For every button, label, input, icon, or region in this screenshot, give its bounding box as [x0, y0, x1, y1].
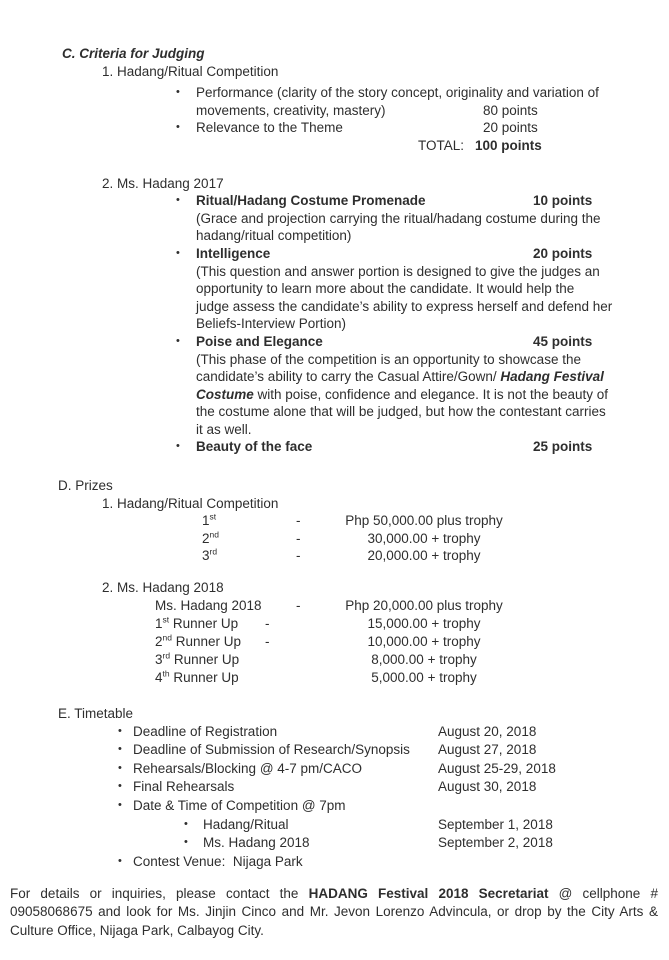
- prize-amount: 20,000.00 + trophy: [367, 548, 481, 564]
- section-criteria: [0, 45, 669, 456]
- rank-ordinal: st: [209, 511, 217, 522]
- criterion-beauty: [0, 438, 669, 456]
- bullet-icon: •: [118, 743, 122, 756]
- poise-desc-line2-text: candidate’s ability to carry the Casual Attire/Gown/: [196, 369, 501, 385]
- bullet-icon: •: [176, 440, 180, 453]
- prize-label: [155, 669, 239, 687]
- label-text: 1: [155, 615, 163, 631]
- separator-dash: -: [265, 615, 270, 631]
- timetable-date: August 20, 2018: [438, 723, 537, 739]
- separator-dash: -: [265, 633, 270, 649]
- section-e-heading: E. Timetable: [58, 706, 134, 721]
- bullet-icon: •: [184, 836, 188, 849]
- prize-label: [155, 615, 238, 633]
- timetable-date: August 25-29, 2018: [438, 760, 556, 776]
- section-d-heading: D. Prizes: [58, 478, 113, 493]
- label-rest: Runner Up: [169, 669, 239, 685]
- label-ordinal: nd: [162, 632, 172, 643]
- intelligence-title: Intelligence: [196, 245, 271, 261]
- bullet-icon: •: [176, 194, 180, 207]
- relevance-points: 20 points: [483, 120, 538, 136]
- separator-dash: -: [296, 548, 301, 564]
- bullet-icon: •: [118, 798, 122, 811]
- prize-row-runnerup-3: [0, 651, 669, 669]
- intelligence-desc-line2: opportunity to learn more about the candidate. It would help the: [196, 281, 575, 297]
- separator-dash: -: [296, 513, 301, 529]
- timetable-label: Final Rehearsals: [133, 779, 235, 795]
- poise-desc-line1: (This phase of the competition is an opportunity to showcase the: [196, 351, 581, 367]
- rank-ordinal: nd: [209, 529, 219, 540]
- timetable-date: September 2, 2018: [438, 835, 553, 851]
- prize-row-runnerup-1: [0, 615, 669, 633]
- label-ordinal: st: [162, 614, 170, 625]
- prize-amount: 30,000.00 + trophy: [367, 530, 481, 546]
- prize-row-runnerup-4: [0, 669, 669, 687]
- prize-amount: Php 20,000.00 plus trophy: [345, 597, 503, 613]
- timetable-row-submission: [0, 741, 669, 760]
- prize-rank: [202, 512, 216, 530]
- criterion-performance: [0, 84, 669, 119]
- prize-row-first: [0, 512, 669, 530]
- prize-amount: 10,000.00 + trophy: [367, 633, 481, 649]
- bullet-icon: •: [176, 86, 180, 99]
- poise-desc-line2: [196, 368, 669, 386]
- intelligence-points: 20 points: [533, 245, 593, 261]
- prize-rank: [202, 530, 219, 548]
- timetable-sublabel: Hadang/Ritual: [203, 816, 289, 832]
- bullet-icon: •: [176, 334, 180, 347]
- criterion-poise-elegance: [0, 333, 669, 439]
- timetable-label: Rehearsals/Blocking @ 4-7 pm/CACO: [133, 760, 363, 776]
- timetable-label: Deadline of Registration: [133, 723, 278, 739]
- section-c2-heading: 2. Ms. Hadang 2017: [102, 175, 224, 191]
- contact-text-post: @ cellphone # 09058068675 and look for Ms. Jinjin Cinco and Mr. Jevon Lorenzo Advincula, or drop by the City Arts & Culture Office, Nijaga Park, Calbayog City.: [10, 886, 658, 938]
- poise-desc-line5: it as well.: [196, 421, 252, 437]
- timetable-sublabel: Ms. Hadang 2018: [203, 835, 310, 851]
- timetable-date: August 30, 2018: [438, 779, 537, 795]
- criterion-relevance: [0, 119, 669, 137]
- bullet-icon: •: [176, 121, 180, 134]
- label-text: 2: [155, 633, 163, 649]
- contact-text-pre: For details or inquiries, please contact the: [10, 886, 309, 901]
- total-points: 100 points: [475, 137, 542, 153]
- timetable-label: Date & Time of Competition @ 7pm: [133, 797, 346, 813]
- prize-row-runnerup-2: [0, 633, 669, 651]
- total-label: TOTAL:: [418, 137, 465, 153]
- timetable-row-competition: [0, 797, 669, 816]
- costume-promenade-points: 10 points: [533, 193, 593, 209]
- bullet-icon: •: [176, 246, 180, 259]
- section-d1-heading: 1. Hadang/Ritual Competition: [102, 495, 279, 511]
- prize-row-third: [0, 547, 669, 565]
- rank-number: 3: [202, 548, 210, 564]
- costume-promenade-desc-line1: (Grace and projection carrying the ritual/hadang costume during the: [196, 210, 601, 226]
- prize-row-second: [0, 530, 669, 548]
- performance-points: 80 points: [483, 102, 538, 118]
- intelligence-desc-line1: (This question and answer portion is designed to give the judges an: [196, 263, 600, 279]
- bullet-icon: •: [118, 761, 122, 774]
- bullet-icon: •: [118, 780, 122, 793]
- section-timetable: [0, 705, 669, 871]
- timetable-row-registration: [0, 723, 669, 742]
- bullet-icon: •: [118, 854, 122, 867]
- intelligence-desc-line4: Beliefs-Interview Portion): [196, 316, 347, 332]
- prize-amount: 15,000.00 + trophy: [367, 615, 481, 631]
- timetable-label: Deadline of Submission of Research/Synopsis: [133, 742, 410, 758]
- separator-dash: -: [296, 530, 301, 546]
- prize-label: [155, 633, 241, 651]
- beauty-points: 25 points: [533, 439, 593, 455]
- rank-number: 2: [202, 530, 210, 546]
- poise-points: 45 points: [533, 333, 593, 349]
- prize-row-ms-hadang: [0, 597, 669, 615]
- timetable-date: August 27, 2018: [438, 742, 537, 758]
- bullet-icon: •: [184, 817, 188, 830]
- performance-text-line1: Performance (clarity of the story concept, originality and variation of: [196, 85, 599, 101]
- venue-label: Contest Venue: Nijaga Park: [133, 853, 303, 869]
- criteria-total-row: [0, 137, 669, 155]
- bullet-icon: •: [118, 724, 122, 737]
- poise-desc-line3-emphasis: Costume: [196, 386, 254, 402]
- prize-amount: Php 50,000.00 plus trophy: [345, 513, 503, 529]
- label-text: 4: [155, 669, 163, 685]
- contact-secretariat-name: HADANG Festival 2018 Secretariat: [308, 886, 549, 901]
- costume-promenade-title: Ritual/Hadang Costume Promenade: [196, 193, 426, 209]
- contact-paragraph: [10, 885, 658, 940]
- criterion-costume-promenade: [0, 192, 669, 245]
- poise-desc-line4: the costume alone that will be judged, but how the contestant carries: [196, 404, 606, 420]
- section-c-heading: C. Criteria for Judging: [62, 46, 205, 61]
- costume-promenade-desc-line2: hadang/ritual competition): [196, 228, 352, 244]
- timetable-row-rehearsals: [0, 760, 669, 779]
- label-rest: Runner Up: [169, 615, 239, 631]
- criterion-intelligence: [0, 245, 669, 333]
- label-rest: Runner Up: [171, 633, 242, 649]
- poise-title: Poise and Elegance: [196, 333, 323, 349]
- timetable-subrow-ms-hadang: [0, 834, 669, 853]
- label-text: Ms. Hadang 2018: [155, 597, 262, 613]
- label-ordinal: th: [162, 668, 170, 679]
- label-text: 3: [155, 651, 163, 667]
- prize-label: [155, 651, 239, 669]
- prize-label: [155, 597, 262, 615]
- timetable-row-venue: [0, 853, 669, 872]
- separator-dash: -: [296, 597, 301, 613]
- timetable-subrow-hadang-ritual: [0, 816, 669, 835]
- poise-desc-line3: [196, 386, 669, 404]
- rank-ordinal: rd: [209, 546, 218, 557]
- prize-rank: [202, 547, 217, 565]
- poise-desc-line3-text: with poise, confidence and elegance. It is not the beauty of: [253, 386, 609, 402]
- prize-amount: 8,000.00 + trophy: [371, 651, 477, 667]
- section-prizes: [0, 477, 669, 687]
- timetable-row-final-rehearsals: [0, 778, 669, 797]
- label-rest: Runner Up: [170, 651, 240, 667]
- beauty-title: Beauty of the face: [196, 439, 313, 455]
- poise-desc-line2-emphasis: Hadang Festival: [500, 369, 604, 385]
- performance-text-line2: movements, creativity, mastery): [196, 102, 386, 118]
- prize-amount: 5,000.00 + trophy: [371, 669, 477, 685]
- section-d2-heading: 2. Ms. Hadang 2018: [102, 579, 224, 595]
- rank-number: 1: [202, 513, 210, 529]
- intelligence-desc-line3: judge assess the candidate’s ability to express herself and defend her: [196, 298, 613, 314]
- label-ordinal: rd: [162, 650, 171, 661]
- section-c1-heading: 1. Hadang/Ritual Competition: [102, 63, 279, 79]
- relevance-label: Relevance to the Theme: [196, 120, 343, 136]
- timetable-date: September 1, 2018: [438, 816, 553, 832]
